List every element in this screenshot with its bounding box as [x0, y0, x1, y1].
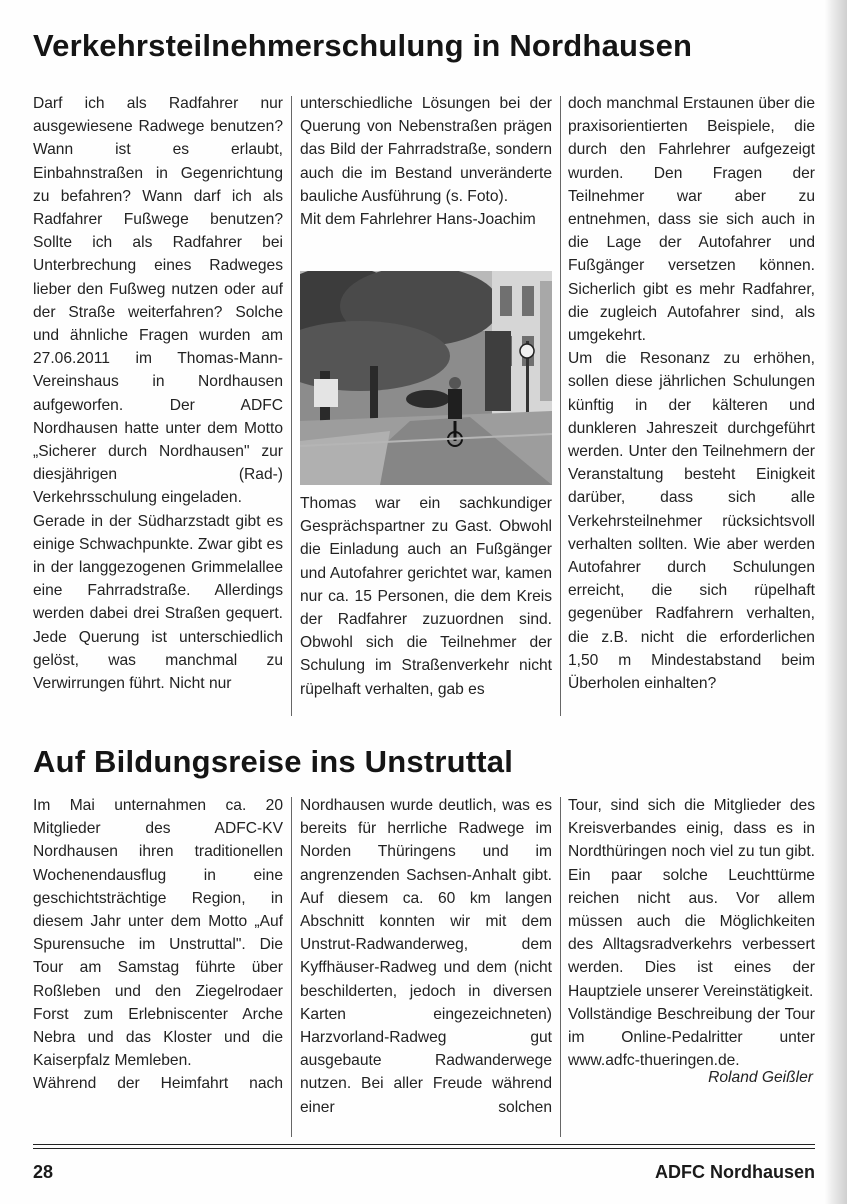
- article-1-col2-bottom-text: Thomas war ein sachkundiger Gesprächspartner zu Gast. Obwohl die Einladung auch an Fußgänger und Autofahrer gerichtet war, kamen nur ca. 15 Personen, die dem Kreis der Radfahrer zuzuordnen sind. Obwohl sich die Teilnehmer der Schulung im Straßenverkehr nicht rüpelhaft verhalten, gab es: [300, 495, 552, 698]
- article-2-col1-paragraph-1: Im Mai unternahmen ca. 20 Mitglieder des ADFC-KV Nordhausen ihren traditionellen Wochenendausflug in eine geschichtsträchtige Region, in diesem Jahr unter dem Motto „Auf Spurensuche im Unstruttal". Die Tour am Samstag führte über Roßleben und den Ziegelrodaer Forst zum Erlebniscenter Arche Nebra und das Kloster und die Kaiserpfalz Memleben.: [33, 797, 283, 1070]
- publication-name: ADFC Nordhausen: [654, 1162, 815, 1182]
- column-divider: [560, 797, 561, 1137]
- article-2-col2-text: Nordhausen wurde deutlich, was es bereits für herrliche Radwege im Norden Thüringens und im angrenzenden Sachsen-Anhalt gibt. Auf diesem ca. 60 km langen Abschnitt konnten wir mit dem Unstrut-Radwanderweg, dem Kyffhäuser-Radweg und dem (nicht beschilderten, jedoch in diversen Karten eingezeichneten) Harzvorland-Radweg gut ausgebaute Radwanderwege nutzen. Bei aller Freude während einer solchen: [300, 797, 552, 1116]
- article-2-col3-paragraph-1: Tour, sind sich die Mitglieder des Kreisverbandes einig, dass es in Nordthüringen noch viel zu tun gibt. Ein paar solche Leuchttürme reichen nicht aus. Vor allem müssen auch die Möglichkeiten des Alltagsradverkehrs verbessert werden. Dies ist eines der Hauptziele unserer Vereinstätigkeit.: [568, 797, 815, 1000]
- street-photo: [300, 271, 552, 485]
- page-number: 28: [33, 1162, 54, 1182]
- article-1-col1-paragraph-1: Darf ich als Radfahrer nur ausgewiesene Radwege benutzen? Wann ist es erlaubt, Einbahnstraßen in Gegenrichtung zu befahren? Wann darf ich als Radfahrer Fußwege benutzen? Sollte ich als Radfahrer bei Unterbrechung eines Radweges lieber den Fußweg nutzen oder auf der Straße weiterfahren? Solche und ähnliche Fragen wurden am 27.06.2011 im Thomas-Mann-Vereinshaus in Nordhausen aufgeworfen. Der ADFC Nordhausen hatte unter dem Motto „Sicherer durch Nordhausen" zur diesjährigen (Rad-) Verkehrsschulung eingeladen.: [33, 95, 283, 507]
- article-1-col2-line: Mit dem Fahrlehrer Hans-Joachim: [300, 211, 536, 229]
- article-2-column-2: [300, 794, 552, 1119]
- author-signature: Roland Geißler: [708, 1069, 813, 1086]
- article-1-column-2: [300, 92, 552, 231]
- article-1-col3-paragraph-2: Um die Resonanz zu erhöhen, sollen diese jährlichen Schulungen künftig in der kälteren und dunkleren Jahreszeit durchgeführt werden. Unter den Teilnehmern der Veranstaltung besteht Einigkeit darüber, dass sich alle Verkehrsteilnehmer rücksichtsvoll verhalten sollten. Wie aber werden Autofahrer durch Schulungen erreicht, die sich rüpelhaft gegenüber Radfahrern verhalten, die z.B. nicht die erforderlichen 1,50 m Mindestabstand beim Überholen einhalten?: [568, 350, 815, 693]
- article-1-column-2-bottom: [300, 492, 552, 701]
- article-1-col2-top-text: unterschiedliche Lösungen bei der Querung von Nebenstraßen prägen das Bild der Fahrradstraße, sondern auch die im Bestand unveränderte bauliche Ausführung (s. Foto).: [300, 95, 552, 205]
- article-2-title: Auf Bildungsreise ins Unstruttal: [33, 744, 514, 779]
- page-edge-shadow: [825, 0, 847, 1204]
- article-2-column-3: [568, 794, 815, 1072]
- article-1-col3-paragraph-1: doch manchmal Erstaunen über die praxisorientierten Beispiele, die durch den Fahrlehrer aufgezeigt wurden. Den Fragen der Teilnehmer war aber zu entnehmen, dass sie sich auch in die Lage der Autofahrer und Fußgänger versetzen können. Sicherlich gibt es mehr Radfahrer, die zugleich Autofahrer sind, als umgekehrt.: [568, 95, 815, 345]
- column-divider: [291, 96, 292, 716]
- column-divider: [560, 96, 561, 716]
- column-divider: [291, 797, 292, 1137]
- footer-rule-bottom: [33, 1148, 815, 1149]
- street-photo-image: [300, 271, 552, 485]
- article-1-title: Verkehrsteilnehmerschulung in Nordhausen: [33, 28, 693, 63]
- article-2-col3-paragraph-2: Vollständige Beschreibung der Tour im Online-Pedalritter unter www.adfc-thueringen.de.: [568, 1005, 815, 1070]
- article-1-col1-paragraph-2: Gerade in der Südharzstadt gibt es einige Schwachpunkte. Zwar gibt es in der langgezogenen Grimmelallee eine Fahrradstraße. Allerdings werden dabei drei Straßen gequert. Jede Querung ist unterschiedlich gelöst, was manchmal zu Verwirrungen führt. Nicht nur: [33, 512, 283, 693]
- article-2-col1-paragraph-2: Während der Heimfahrt nach: [33, 1075, 283, 1093]
- footer-rule-top: [33, 1144, 815, 1145]
- article-2-column-1: [33, 794, 283, 1096]
- article-1-column-3: [568, 92, 815, 695]
- article-1-column-1: [33, 92, 283, 695]
